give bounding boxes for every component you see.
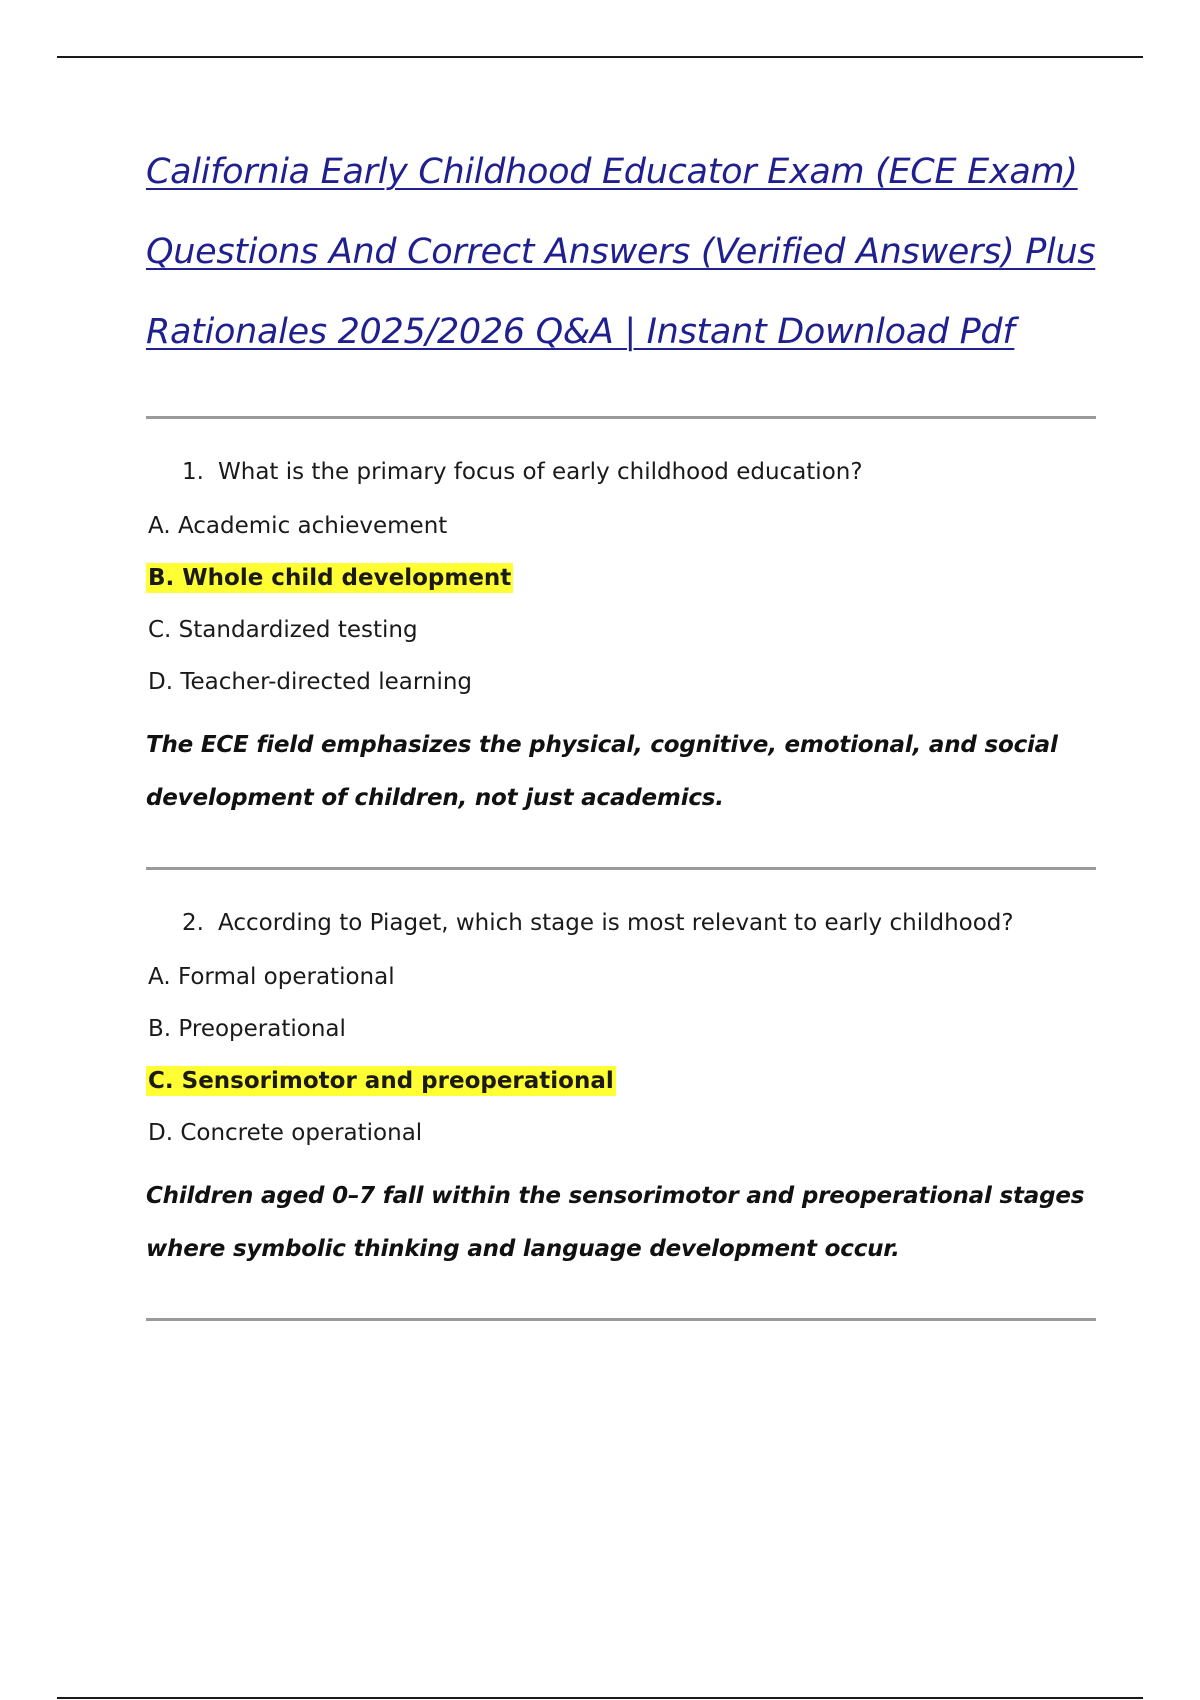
answer-option-c	[146, 615, 1096, 645]
question-1	[146, 457, 1096, 870]
answer-option-a	[146, 962, 1096, 992]
question-text	[146, 908, 1096, 938]
answer-option-d	[146, 1118, 1096, 1148]
option-label: A. Formal operational	[148, 964, 395, 990]
document-content	[146, 132, 1096, 1321]
page-bottom-rule	[57, 1697, 1143, 1699]
answer-option-a	[146, 511, 1096, 541]
answer-option-c-correct	[146, 1066, 1096, 1096]
answer-options	[146, 962, 1096, 1148]
option-label: D. Concrete operational	[148, 1120, 423, 1146]
question-divider	[146, 1318, 1096, 1321]
option-label: C. Standardized testing	[148, 617, 418, 643]
answer-option-d	[146, 667, 1096, 697]
title-divider	[146, 416, 1096, 419]
question-2	[146, 908, 1096, 1321]
question-text	[146, 457, 1096, 487]
document-title[interactable]: California Early Childhood Educator Exam (ECE Exam) Questions And Correct Answers (Verified Answers) Plus Rationales 2025/2026 Q&A | Instant Download Pdf	[146, 152, 1096, 352]
option-label: C. Sensorimotor and preoperational	[148, 1068, 614, 1094]
question-prompt: According to Piaget, which stage is most relevant to early childhood?	[218, 910, 1014, 936]
answer-options	[146, 511, 1096, 697]
rationale-text: The ECE field emphasizes the physical, cognitive, emotional, and social development of children, not just academics.	[146, 732, 1058, 811]
question-number: 1.	[182, 459, 204, 485]
question-prompt: What is the primary focus of early childhood education?	[218, 459, 863, 485]
answer-option-b	[146, 1014, 1096, 1044]
option-label: D. Teacher-directed learning	[148, 669, 473, 695]
question-number: 2.	[182, 910, 204, 936]
option-label: B. Preoperational	[148, 1016, 346, 1042]
option-label: A. Academic achievement	[148, 513, 448, 539]
rationale-text: Children aged 0–7 fall within the sensorimotor and preoperational stages where symbolic thinking and language development occur.	[146, 1183, 1085, 1262]
page-top-rule	[57, 56, 1143, 58]
option-label: B. Whole child development	[148, 565, 512, 591]
question-divider	[146, 867, 1096, 870]
answer-option-b-correct	[146, 563, 1096, 593]
